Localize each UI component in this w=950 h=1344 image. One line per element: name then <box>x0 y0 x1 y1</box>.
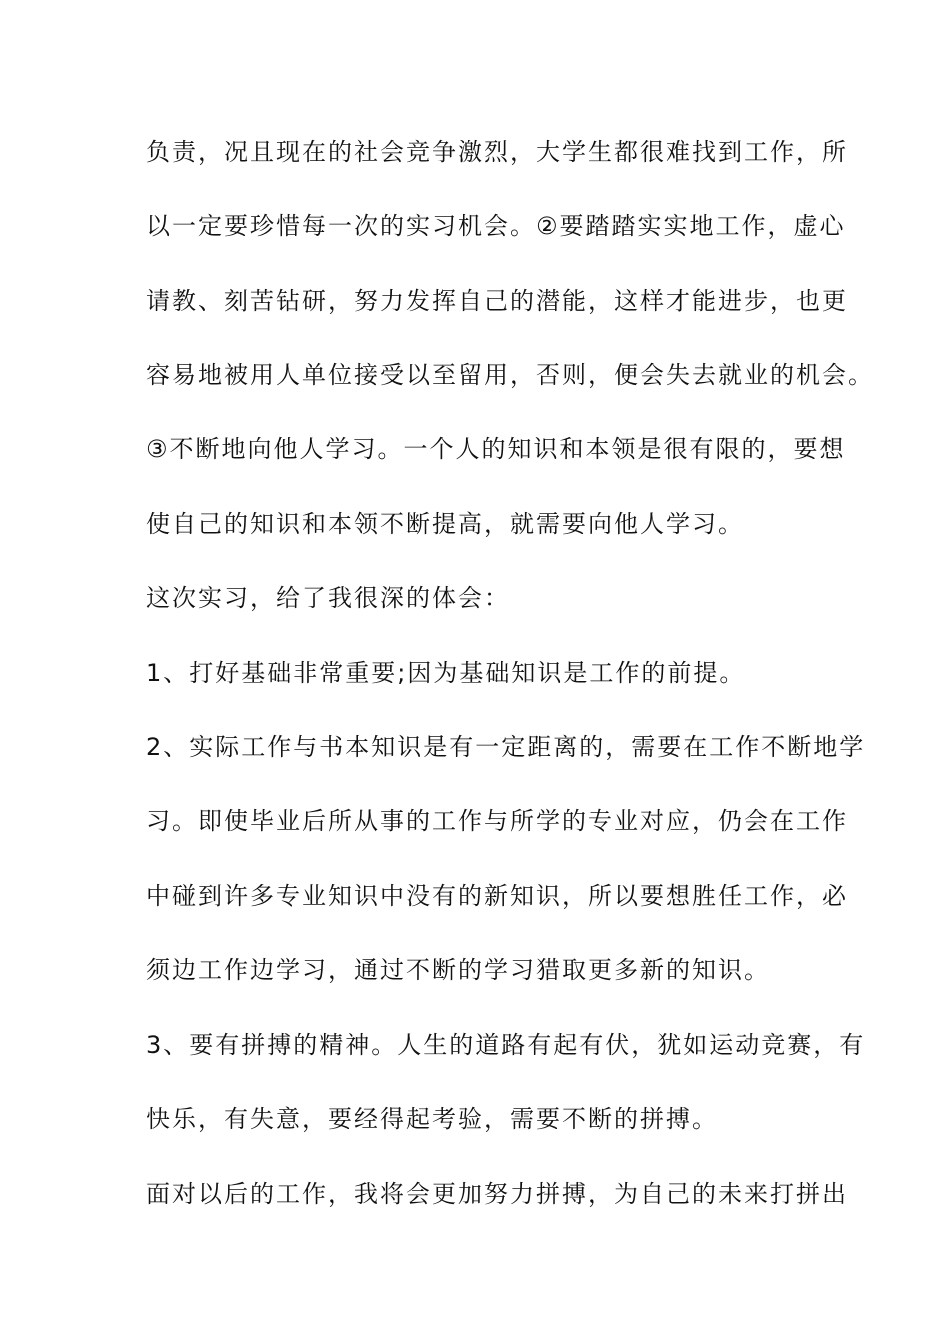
text-line: 以一定要珍惜每一次的实习机会。②要踏踏实实地工作，虚心 <box>146 212 846 240</box>
text-line: 2、实际工作与书本知识是有一定距离的，需要在工作不断地学 <box>146 733 866 761</box>
text-line: 习。即使毕业后所从事的工作与所学的专业对应，仍会在工作 <box>146 807 848 835</box>
text-line: 面对以后的工作，我将会更加努力拼搏，为自己的未来打拼出 <box>146 1180 848 1208</box>
text-line: ③不断地向他人学习。一个人的知识和本领是很有限的，要想 <box>146 435 846 463</box>
text-line: 快乐，有失意，要经得起考验，需要不断的拼搏。 <box>146 1105 718 1133</box>
text-line: 须边工作边学习，通过不断的学习猎取更多新的知识。 <box>146 956 770 984</box>
text-line: 3、要有拼搏的精神。人生的道路有起有伏，犹如运动竞赛，有 <box>146 1031 866 1059</box>
text-line: 容易地被用人单位接受以至留用，否则，便会失去就业的机会。 <box>146 361 874 389</box>
text-line: 使自己的知识和本领不断提高，就需要向他人学习。 <box>146 510 744 538</box>
text-line: 负责，况且现在的社会竞争激烈，大学生都很难找到工作，所 <box>146 138 848 166</box>
text-line: 中碰到许多专业知识中没有的新知识，所以要想胜任工作，必 <box>146 882 848 910</box>
text-line: 1、打好基础非常重要;因为基础知识是工作的前提。 <box>146 659 746 687</box>
text-line: 这次实习，给了我很深的体会： <box>146 584 510 612</box>
text-line: 请教、刻苦钻研，努力发挥自己的潜能，这样才能进步，也更 <box>146 287 848 315</box>
